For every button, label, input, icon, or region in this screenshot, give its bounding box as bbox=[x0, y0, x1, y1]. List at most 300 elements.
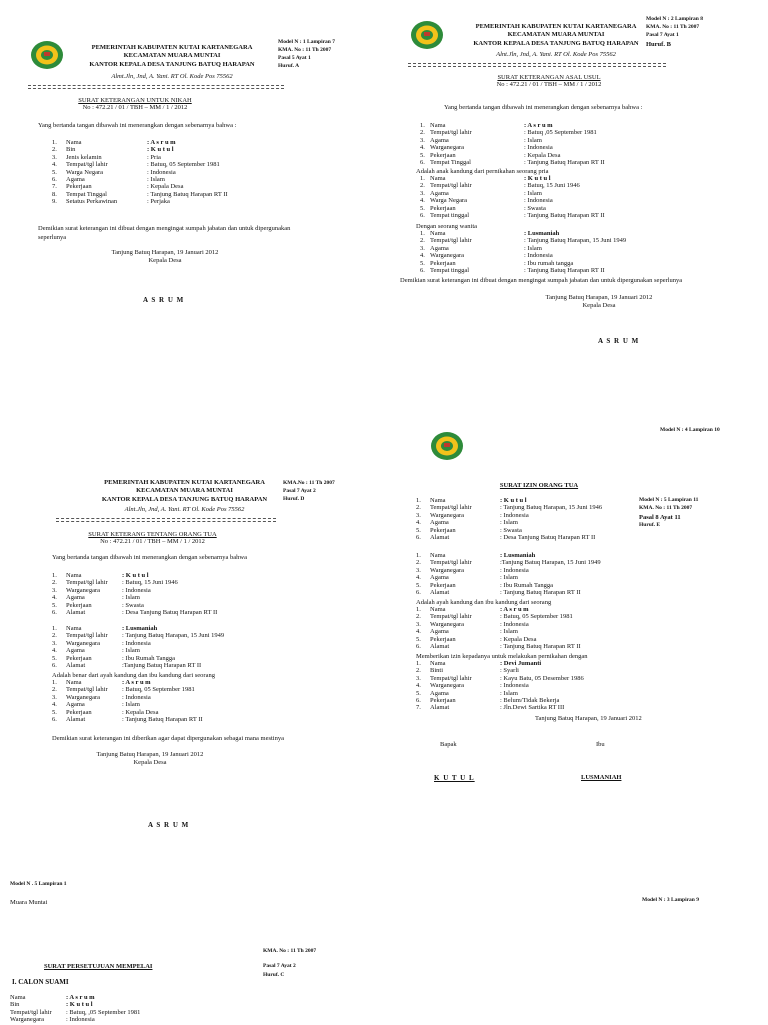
doc-title: SURAT KETERANGAN ASAL USUL bbox=[497, 74, 601, 81]
list-item bbox=[52, 709, 312, 716]
list-item bbox=[416, 697, 656, 704]
list-item bbox=[52, 625, 312, 632]
divider bbox=[28, 85, 284, 86]
list-item bbox=[52, 154, 302, 161]
model-ref: Model N : 1 Lampiran 7 bbox=[278, 39, 335, 45]
item-label: Pekerjaan bbox=[430, 526, 456, 534]
huruf-ref: Huruf. D bbox=[283, 495, 305, 502]
list-item bbox=[416, 582, 656, 589]
item-number: 6. bbox=[416, 643, 421, 650]
item-value: : Islam bbox=[122, 647, 140, 655]
header-line-2: KECAMATAN MUARA MUNTAI bbox=[507, 31, 605, 39]
item-label: Agama bbox=[430, 574, 449, 582]
item-number: 1. bbox=[416, 552, 421, 559]
doc-title: SURAT KETERANGAN UNTUK NIKAH bbox=[78, 97, 192, 104]
item-value: : Indonesia bbox=[500, 620, 529, 628]
item-label: Nama bbox=[66, 679, 82, 686]
list-item bbox=[416, 559, 656, 566]
item-number: 2. bbox=[420, 182, 425, 190]
item-value: : A s r u m bbox=[147, 139, 176, 146]
item-value: : K u t u l bbox=[147, 146, 174, 154]
list-item bbox=[420, 190, 680, 197]
item-label: Alamat bbox=[66, 662, 86, 669]
intro-text: Yang bertanda tangan dibawah ini menerangkan dengan sebenarnya bahwa : bbox=[444, 104, 643, 111]
kma-ref: KMA. No : 11 Th 2007 bbox=[278, 46, 332, 53]
list-item bbox=[10, 1001, 250, 1008]
huruf-ref: Huruf. E bbox=[639, 522, 661, 529]
list-item bbox=[52, 139, 302, 146]
item-number: 4. bbox=[416, 519, 421, 527]
list-item bbox=[52, 161, 302, 168]
closing-text: seperlunya bbox=[38, 234, 67, 242]
place-date: Tanjung Batuq Harapan, 19 Januari 2012 bbox=[111, 249, 219, 256]
item-label: Alamat bbox=[66, 716, 86, 723]
item-number: 4. bbox=[420, 144, 425, 152]
list-item bbox=[416, 643, 656, 650]
list-item bbox=[420, 237, 680, 244]
item-number: 3. bbox=[420, 244, 425, 252]
list-item bbox=[52, 647, 312, 654]
item-label: Tempat/tgl lahir bbox=[430, 613, 472, 621]
list-item bbox=[420, 152, 680, 159]
kma-ref: KMA. No : 11 Th 2007 bbox=[639, 504, 693, 511]
divider bbox=[56, 518, 276, 519]
list-item bbox=[416, 512, 656, 519]
item-label: Tempat/tgl lahir bbox=[430, 504, 472, 512]
doc-title: SURAT PERSETUJUAN MEMPELAI bbox=[44, 963, 153, 970]
item-value: : Islam bbox=[122, 701, 140, 709]
list-item bbox=[52, 655, 312, 662]
item-label: Agama bbox=[430, 689, 449, 697]
item-value: : Lusmaniah bbox=[524, 230, 560, 237]
item-number: 1. bbox=[416, 660, 421, 667]
list-item bbox=[420, 252, 680, 259]
doc-number: No : 472.21 / 01 / TBH – MM / 1 / 2012 bbox=[100, 538, 205, 545]
doc-surat-persetujuan-mempelai bbox=[0, 870, 384, 1024]
list-item bbox=[416, 704, 656, 711]
item-label: Alamat bbox=[430, 704, 450, 712]
item-value: :Tanjung Batuq Harapan RT II bbox=[122, 662, 202, 669]
item-label: Tempat/tgl lahir bbox=[430, 237, 472, 245]
item-value: : A s r u m bbox=[524, 122, 553, 129]
item-number: 3. bbox=[52, 153, 57, 161]
item-number: 1. bbox=[420, 175, 425, 182]
item-label: Warganegara bbox=[10, 1016, 45, 1024]
header-line-2: KECAMATAN MUARA MUNTAI bbox=[136, 487, 233, 495]
item-value: : Indonesia bbox=[500, 682, 529, 690]
item-number: 6. bbox=[52, 609, 57, 616]
item-number: 1. bbox=[416, 497, 421, 504]
list-item bbox=[416, 675, 656, 682]
item-label: Agama bbox=[430, 189, 449, 197]
item-label: Warga Negara bbox=[430, 197, 468, 205]
item-number: 4. bbox=[52, 594, 57, 602]
list-item bbox=[52, 572, 312, 579]
item-value: : Tanjung Batuq Harapan RT II bbox=[147, 190, 228, 198]
connector-text: Dengan seorang wanita bbox=[416, 223, 478, 230]
item-label: Warganegara bbox=[66, 693, 101, 701]
item-label: Tempat Tinggal bbox=[66, 190, 107, 198]
item-number: 1. bbox=[52, 625, 57, 632]
item-label: Tempat/tgl lahir bbox=[430, 559, 472, 567]
item-number: 6. bbox=[52, 716, 57, 723]
item-number: 3. bbox=[416, 620, 421, 628]
list-item bbox=[416, 552, 656, 559]
list-item bbox=[420, 137, 680, 144]
pasal-ref: Pasal 5 Ayat 1 bbox=[278, 54, 311, 61]
item-number: 3. bbox=[52, 586, 57, 594]
item-number: 6. bbox=[416, 589, 421, 596]
list-item bbox=[52, 183, 302, 190]
doc-surat-asal-usul bbox=[384, 0, 768, 380]
huruf-ref: Huruf. C bbox=[263, 971, 285, 978]
list-item bbox=[10, 1009, 250, 1016]
item-label: Warganegara bbox=[430, 144, 465, 152]
item-label: Nama bbox=[430, 497, 446, 504]
item-number: 1. bbox=[416, 606, 421, 613]
kma-ref: KMA. No : 11 Th 2007 bbox=[646, 23, 700, 30]
list-item bbox=[52, 191, 302, 198]
item-value: : Islam bbox=[500, 574, 518, 582]
list-item bbox=[52, 679, 312, 686]
item-label: Binti bbox=[430, 667, 444, 675]
item-label: Warganegara bbox=[66, 586, 101, 594]
item-label: Alamat bbox=[66, 609, 86, 616]
item-label: Pekerjaan bbox=[66, 708, 92, 716]
item-number: 1. bbox=[420, 122, 425, 129]
list-item bbox=[416, 519, 656, 526]
signer-role-right: Ibu bbox=[596, 741, 605, 748]
item-number: 2. bbox=[52, 632, 57, 640]
item-label: Nama bbox=[430, 230, 446, 237]
item-label: Alamat bbox=[430, 643, 450, 650]
item-value: : K u t u l bbox=[66, 1001, 93, 1009]
item-value: : Perjaka bbox=[147, 198, 170, 206]
list-item bbox=[416, 504, 656, 511]
emblem-logo-icon bbox=[410, 20, 444, 50]
header-line-2: KECAMATAN MUARA MUNTAI bbox=[123, 52, 221, 60]
item-number: 2. bbox=[52, 146, 57, 154]
doc-surat-izin-orang-tua bbox=[384, 395, 768, 795]
doc-number: No : 472.21 / 01 / TBH – MM / 1 / 2012 bbox=[496, 81, 602, 88]
item-value: : Indonesia bbox=[524, 197, 553, 205]
list-item bbox=[416, 527, 656, 534]
item-value: : Batuq, 15 Juni 1946 bbox=[524, 182, 580, 190]
signer-name: A S R U M bbox=[148, 821, 190, 829]
doc-surat-tentang-orang-tua bbox=[0, 440, 384, 780]
item-number: 6. bbox=[52, 176, 57, 183]
pasal-ref: Pasal 7 Ayat 2 bbox=[283, 487, 316, 494]
item-number: 5. bbox=[52, 708, 57, 716]
item-value: : Devi Jumanti bbox=[500, 660, 542, 667]
item-label: Warganegara bbox=[430, 511, 465, 519]
item-value: : Tanjung Batuq Harapan RT II bbox=[524, 212, 605, 219]
item-value: : Batuq, 05 September 1981 bbox=[500, 613, 573, 621]
list-item bbox=[52, 609, 312, 616]
item-value: : Islam bbox=[500, 628, 518, 636]
item-value: : Ibu Rumah Tangga bbox=[122, 654, 176, 662]
item-label: Agama bbox=[66, 647, 85, 655]
item-value: : Swasta bbox=[122, 601, 144, 609]
item-number: 2. bbox=[416, 613, 421, 621]
kma-ref: KMA.No : 11 Th 2007 bbox=[283, 480, 335, 486]
item-value: : Tanjung Batuq Harapan, 15 Juni 1949 bbox=[524, 237, 627, 245]
item-number: 8. bbox=[52, 190, 57, 198]
item-value: : Tanjung Batuq Harapan RT II bbox=[524, 267, 605, 274]
item-label: Nama bbox=[430, 175, 446, 182]
item-number: 2. bbox=[416, 667, 421, 675]
place-date: Tanjung Batuq Harapan, 19 Januari 2012 bbox=[545, 294, 653, 301]
list-item bbox=[416, 606, 656, 613]
item-value: : Tanjung Batuq Harapan RT II bbox=[524, 159, 605, 166]
item-label: Pekerjaan bbox=[66, 601, 92, 609]
item-value: : Ibu rumah tangga bbox=[524, 259, 574, 267]
list-item bbox=[52, 602, 312, 609]
list-item bbox=[10, 1016, 250, 1023]
header-line-3: KANTOR KEPALA DESA TANJUNG BATUQ HARAPAN bbox=[101, 495, 268, 503]
header-line-1: PEMERINTAH KABUPATEN KUTAI KARTANEGARA bbox=[475, 23, 637, 30]
signer-name: A S R U M bbox=[143, 296, 185, 304]
list-item bbox=[420, 267, 680, 274]
item-label: Pekerjaan bbox=[66, 183, 92, 191]
item-number: 6. bbox=[420, 267, 425, 274]
item-number: 5. bbox=[420, 151, 425, 159]
item-value: : Swasta bbox=[500, 526, 522, 534]
item-value: : Islam bbox=[500, 519, 518, 527]
item-label: Nama bbox=[430, 552, 446, 559]
item-number: 3. bbox=[420, 189, 425, 197]
header-line-1: PEMERINTAH KABUPATEN KUTAI KARTANEGARA bbox=[91, 44, 253, 51]
item-number: 4. bbox=[416, 574, 421, 582]
address: Almt.Jln, Jnd, A. Yani. RT Ol. Kode Pos 75562 bbox=[111, 73, 233, 80]
item-number: 2. bbox=[52, 686, 57, 694]
item-value: : Pria bbox=[147, 153, 161, 161]
item-value: : Kepala Desa bbox=[500, 635, 537, 643]
item-label: Warganegara bbox=[430, 682, 465, 690]
item-number: 5. bbox=[420, 259, 425, 267]
item-value: : Lusmaniah bbox=[500, 552, 536, 559]
list-item bbox=[420, 205, 680, 212]
list-item bbox=[416, 660, 656, 667]
item-value: : Batuq, 15 Juni 1946 bbox=[122, 579, 178, 587]
item-label: Bin bbox=[10, 1001, 20, 1009]
list-item bbox=[52, 701, 312, 708]
pasal-ref: Pasal 7 Ayat 1 bbox=[646, 31, 679, 38]
item-value: : Kayu Batu, 05 Desember 1986 bbox=[500, 674, 584, 682]
item-value: : A s r u m bbox=[500, 606, 529, 613]
section-heading: I. CALON SUAMI bbox=[12, 978, 69, 986]
list-item bbox=[420, 129, 680, 136]
item-number: 2. bbox=[416, 504, 421, 512]
header-line-1: PEMERINTAH KABUPATEN KUTAI KARTANEGARA bbox=[104, 479, 265, 486]
item-label: Pekerjaan bbox=[430, 204, 456, 212]
item-number: 4. bbox=[420, 252, 425, 260]
item-label: Agama bbox=[430, 519, 449, 527]
signer-name-left: K U T U L bbox=[434, 774, 475, 782]
item-label: Warganegara bbox=[66, 639, 101, 647]
item-number: 7. bbox=[52, 183, 57, 191]
item-number: 6. bbox=[52, 662, 57, 669]
item-value: : Islam bbox=[500, 689, 518, 697]
item-number: 9. bbox=[52, 198, 57, 206]
item-label: Nama bbox=[66, 572, 82, 579]
list-item bbox=[52, 594, 312, 601]
item-value: : Islam bbox=[147, 176, 165, 183]
item-label: Pekerjaan bbox=[430, 259, 456, 267]
item-label: Agama bbox=[66, 701, 85, 709]
place-date: Tanjung Batuq Harapan, 19 Januari 2012 bbox=[535, 715, 642, 722]
item-value: : Tanjung Batuq Harapan, 15 Juni 1949 bbox=[122, 632, 225, 640]
list-item bbox=[52, 169, 302, 176]
item-value: : Lusmaniah bbox=[122, 625, 158, 632]
list-item bbox=[420, 245, 680, 252]
item-label: Tempat/tgl lahir bbox=[66, 632, 108, 640]
item-label: Agama bbox=[66, 176, 85, 183]
item-value: : Batuq, 05 September 1981 bbox=[147, 161, 220, 169]
item-number: 6. bbox=[416, 697, 421, 704]
item-label: Pekerjaan bbox=[430, 581, 456, 589]
list-item bbox=[52, 686, 312, 693]
item-number: 2. bbox=[420, 129, 425, 137]
list-item bbox=[52, 694, 312, 701]
item-value: : Islam bbox=[524, 189, 542, 197]
model-ref: Model N : 2 Lampiran 8 bbox=[646, 16, 703, 22]
model-ref: Model N : 4 Lampiran 10 bbox=[660, 427, 720, 433]
item-value: : Indonesia bbox=[122, 639, 151, 647]
item-number: 5. bbox=[416, 689, 421, 697]
item-number: 3. bbox=[52, 693, 57, 701]
item-label: Agama bbox=[430, 136, 449, 144]
item-label: Warganegara bbox=[430, 620, 465, 628]
item-label: Nama bbox=[66, 625, 82, 632]
item-label: Pekerjaan bbox=[430, 151, 456, 159]
pasal-ref: Pasal 8 Ayat 11 bbox=[639, 513, 681, 521]
list-item bbox=[416, 534, 656, 541]
item-value: : Islam bbox=[524, 244, 542, 252]
item-value: : Batuq ,05 September 1981 bbox=[524, 129, 597, 137]
signer-role-left: Bapak bbox=[440, 741, 457, 748]
item-label: Tempat tinggal bbox=[430, 267, 470, 274]
item-value: : Indonesia bbox=[66, 1016, 95, 1024]
list-item bbox=[52, 176, 302, 183]
item-value: : Batuq, ,05 September 1981 bbox=[66, 1008, 141, 1016]
pasal-ref: Pasal 7 Ayat 2 bbox=[263, 962, 296, 969]
signer-role: Kepala Desa bbox=[582, 302, 616, 310]
huruf-ref: Huruf. A bbox=[278, 62, 300, 69]
item-label: Tempat tinggal bbox=[430, 212, 470, 219]
list-item bbox=[416, 628, 656, 635]
item-label: Tempat Tinggal bbox=[430, 159, 471, 166]
list-item bbox=[420, 122, 680, 129]
list-item bbox=[416, 613, 656, 620]
item-number: 4. bbox=[52, 647, 57, 655]
item-number: 5. bbox=[416, 635, 421, 643]
signer-name: A S R U M bbox=[598, 337, 640, 345]
item-label: Warganegara bbox=[430, 566, 465, 574]
list-item bbox=[416, 667, 656, 674]
item-value: : Indonesia bbox=[524, 144, 553, 152]
item-value: : Tanjung Batuq Harapan RT II bbox=[122, 716, 203, 723]
list-item bbox=[420, 212, 680, 219]
closing-text: Demikian surat keterangan ini diberikan agar dapat dipergunakan sebagai mana mestinya bbox=[52, 735, 284, 742]
item-value: : Indonesia bbox=[147, 168, 176, 176]
item-value: : Kepala Desa bbox=[147, 183, 184, 191]
header-line-3: KANTOR KEPALA DESA TANJUNG BATUQ HARAPAN bbox=[89, 60, 255, 68]
doc-surat-keterangan-nikah bbox=[0, 0, 384, 330]
divider bbox=[408, 63, 666, 64]
item-number: 4. bbox=[52, 161, 57, 169]
item-value: :Tanjung Batuq Harapan, 15 Juni 1949 bbox=[500, 559, 601, 567]
item-value: : Indonesia bbox=[500, 511, 529, 519]
item-number: 2. bbox=[420, 237, 425, 245]
item-value: : K u t u l bbox=[524, 175, 551, 182]
header-line-3: KANTOR KEPALA DESA TANJUNG BATUQ HARAPAN bbox=[473, 39, 639, 47]
item-label: Pekerjaan bbox=[430, 635, 456, 643]
list-item bbox=[416, 497, 656, 504]
emblem-logo-icon bbox=[30, 40, 64, 70]
place-name: Muara Muntai bbox=[10, 899, 48, 906]
item-label: Agama bbox=[430, 244, 449, 252]
item-number: 4. bbox=[416, 682, 421, 690]
item-number: 4. bbox=[420, 197, 425, 205]
item-number: 3. bbox=[52, 639, 57, 647]
signer-role: Kepala Desa bbox=[148, 257, 182, 265]
item-value: : A s r u m bbox=[66, 994, 95, 1001]
doc-number: No : 472.21 / 01 / TBH – MM / 1 / 2012 bbox=[82, 104, 188, 111]
item-number: 5. bbox=[420, 204, 425, 212]
item-label: Tempat/tgl lahir bbox=[10, 1008, 52, 1016]
item-value: : Indonesia bbox=[524, 252, 553, 260]
doc-title: SURAT IZIN ORANG TUA bbox=[499, 482, 579, 489]
doc-title: SURAT KETERANG TENTANG ORANG TUA bbox=[88, 531, 217, 538]
item-number: 4. bbox=[416, 628, 421, 636]
intro-text: Yang bertanda tangan dibawah ini menerangkan dengan sebenarnya bahwa : bbox=[38, 122, 237, 129]
item-number: 1. bbox=[52, 679, 57, 686]
item-value: : Ibu Rumah Tangga bbox=[500, 581, 554, 589]
item-label: Tempat/tgl lahir bbox=[66, 686, 108, 694]
item-value: : Belum/Tidak Bekerja bbox=[500, 697, 560, 704]
divider bbox=[56, 521, 276, 522]
item-number: 5. bbox=[52, 601, 57, 609]
connector-text: Adalah benar dari ayah kandung dan ibu kandung dari seorang bbox=[52, 672, 215, 679]
signer-role: Kepala Desa bbox=[133, 759, 167, 767]
item-number: 5. bbox=[416, 581, 421, 589]
item-value: : Kepala Desa bbox=[524, 151, 561, 159]
item-label: Alamat bbox=[430, 589, 450, 596]
item-value: : Swasta bbox=[524, 204, 546, 212]
connector-text: Adalah ayah kandung dan ibu kandung dari seorang bbox=[416, 599, 552, 606]
item-number: 7. bbox=[416, 704, 421, 712]
item-value: : Islam bbox=[122, 594, 140, 602]
item-label: Setatus Perkawinan bbox=[66, 198, 118, 206]
model-ref: Model N . 5 Lampiran 1 bbox=[10, 881, 67, 887]
item-value: : Indonesia bbox=[122, 586, 151, 594]
item-number: 4. bbox=[52, 701, 57, 709]
item-label: Nama bbox=[430, 606, 446, 613]
item-value: : Indonesia bbox=[122, 693, 151, 701]
item-value: : Tanjung Batuq Harapan, 15 Juni 1946 bbox=[500, 504, 603, 512]
connector-text: Adalah anak kandung dari pernikahan seorang pria bbox=[416, 168, 549, 175]
list-item bbox=[10, 994, 250, 1001]
closing-text: Demikian surat keterangan ini dibuat dengan mengingat sumpah jabatan dan untuk dipergunakan bbox=[38, 225, 291, 232]
place-date: Tanjung Batuq Harapan, 19 Januari 2012 bbox=[96, 751, 204, 758]
item-number: 1. bbox=[52, 139, 57, 146]
list-item bbox=[52, 198, 302, 205]
item-number: 5. bbox=[52, 168, 57, 176]
item-number: 3. bbox=[420, 136, 425, 144]
address: Alnt.Jln, Jnd, A. Yani. RT Ol. Kode Pos 75562 bbox=[496, 51, 616, 58]
list-item bbox=[420, 159, 680, 166]
